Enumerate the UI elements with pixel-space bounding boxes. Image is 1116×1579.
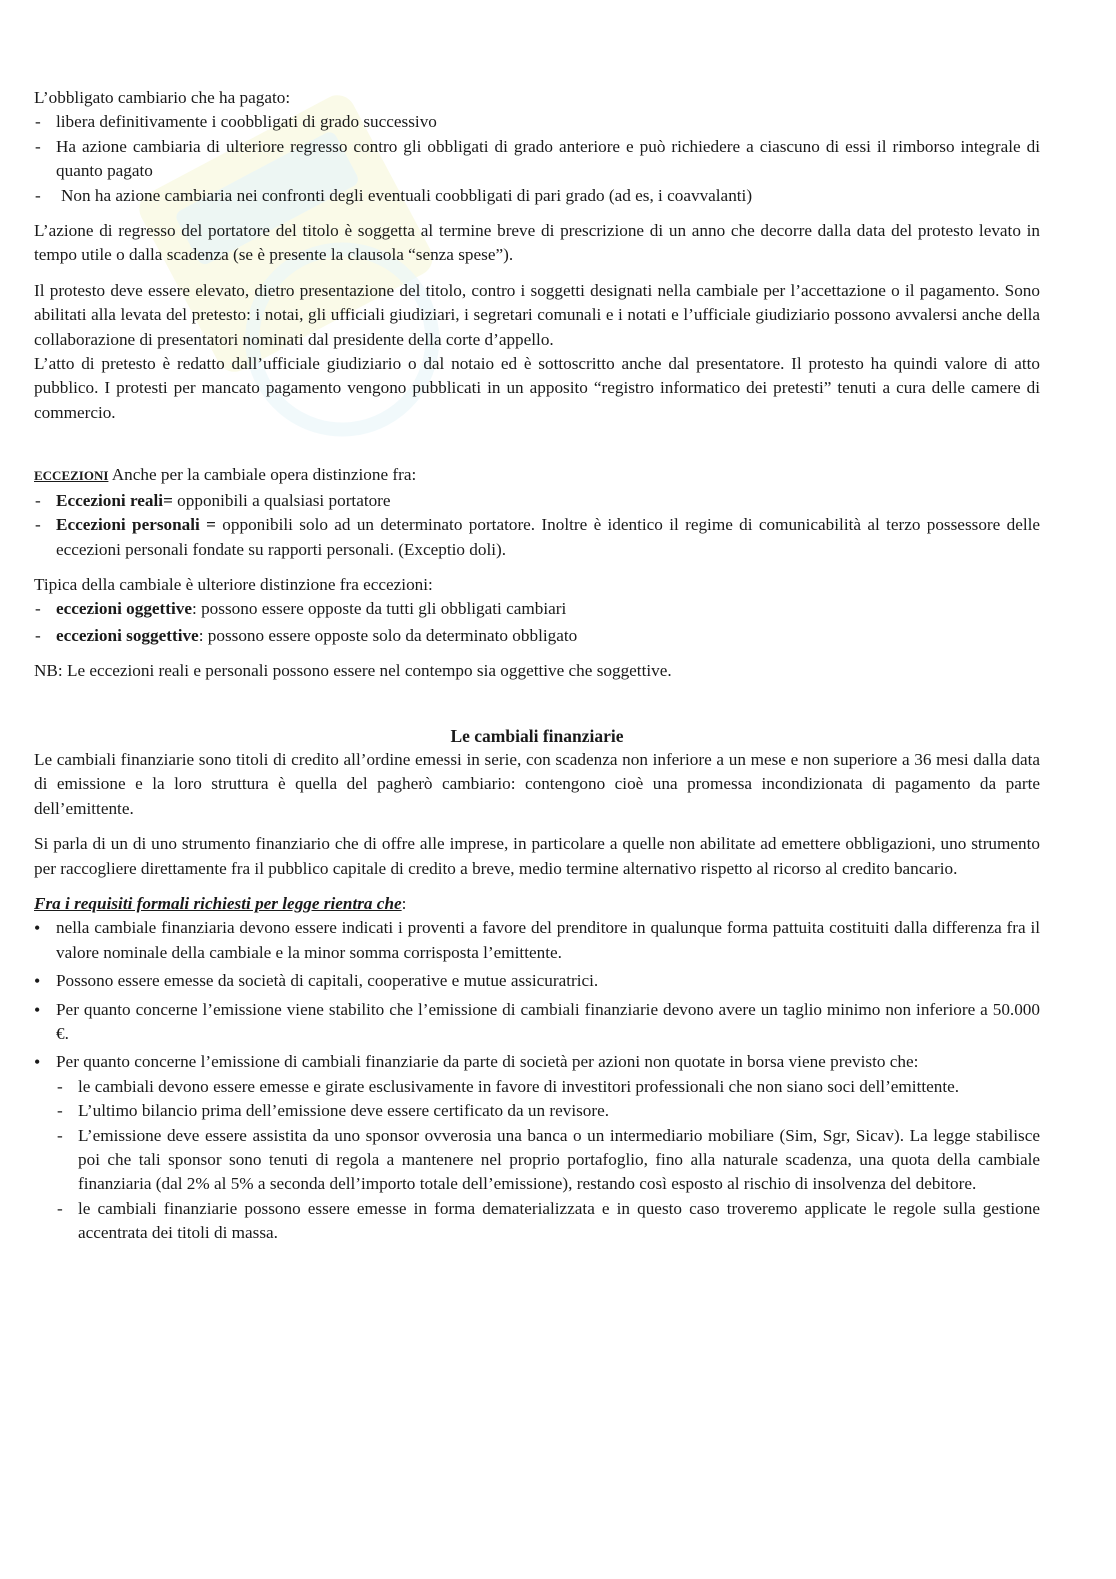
- term: Eccezioni personali =: [56, 515, 216, 535]
- document-page: [34, 86, 1040, 1250]
- list-item: • nella cambiale finanziaria devono essere indicati i proventi a favore del prenditore in qualunque forma pattuita costituiti dalla differenza fra il valore nominale della cambiale e la minor somma corrisposta l’emittente.: [34, 916, 1040, 965]
- list-item: [34, 513, 1040, 562]
- term: Eccezioni reali=: [56, 490, 173, 510]
- sublist-item: - L’emissione deve essere assistita da uno sponsor ovverosia una banca o un intermediario mobiliare (Sim, Sgr, Sicav). La legge stabilisce poi che tali sponsor sono tenuti di regola a mantenere nel proprio portafoglio, fino alla naturale scadenza, una quota della cambiale finanziaria (dal 2% al 5% a seconda dell’importo totale dell’emissione), restando così esposto al rischio di insolvenza del debitore.: [56, 1124, 1040, 1197]
- list-item: - libera definitivamente i coobbligati di grado successivo: [34, 110, 1040, 134]
- list-item: • Per quanto concerne l’emissione viene stabilito che l’emissione di cambiali finanziarie devono avere un taglio minimo non inferiore a 50.000 €.: [34, 998, 1040, 1047]
- requisiti-colon: :: [401, 893, 407, 913]
- requisiti-sublist: [56, 1075, 1040, 1246]
- sublist-item: - le cambiali finanziarie possono essere emesse in forma dematerializzata e in questo caso troveremo applicate le regole sulla gestione accentrata dei titoli di massa.: [56, 1197, 1040, 1246]
- term: eccezioni oggettive: [56, 599, 192, 619]
- paragraph-protesto: Il protesto deve essere elevato, dietro presentazione del titolo, contro i soggetti designati nella cambiale per l’accettazione o il pagamento. Sono abilitati alla levata del pretesto: i notai, gli ufficiali giudiziari, i segretari comunali e i notati e l’ufficiale giudiziario possono avvalersi anche della collaborazione di presentatori nominati dal presidente della corte d’appello.: [34, 280, 1040, 349]
- tipica-list: [34, 597, 1040, 648]
- sublist-item: - L’ultimo bilancio prima dell’emissione deve essere certificato da un revisore.: [56, 1099, 1040, 1123]
- eccezioni-intro-text: Anche per la cambiale opera distinzione fra:: [108, 465, 417, 485]
- requisiti-label: Fra i requisiti formali richiesti per legge rientra che: [34, 893, 402, 913]
- list-item: [34, 489, 1040, 513]
- list-item: [34, 597, 1040, 621]
- list-item: - Ha azione cambiaria di ulteriore regresso contro gli obbligati di grado anteriore e può richiedere a ciascuno di essi il rimborso integrale di quanto pagato: [34, 135, 1040, 184]
- paragraph-cambiali-def: Le cambiali finanziarie sono titoli di credito all’ordine emessi in serie, con scadenza non inferiore a un mese e non superiore a 36 mesi dalla data di emissione e la loro struttura è quella del pagherò cambiario: contengono cioè una promessa incondizionata di pagamento da parte dell’emittente.: [34, 749, 1040, 818]
- list-item: • Possono essere emesse da società di capitali, cooperative e mutue assicuratrici.: [34, 969, 1040, 993]
- tipica-intro: Tipica della cambiale è ulteriore distinzione fra eccezioni:: [34, 574, 433, 594]
- definition: opponibili solo ad un determinato portatore. Inoltre è identico il regime di comunicabilità al terzo possessore delle eccezioni personali fondate su rapporti personali. (Exceptio doli).: [56, 515, 1040, 559]
- obbligato-intro: L’obbligato cambiario che ha pagato:: [34, 88, 291, 107]
- obbligato-list: [34, 110, 1040, 208]
- paragraph-atto-protesto: L’atto di pretesto è redatto dall’ufficiale giudiziario o dal notaio ed è sottoscritto anche dal presentatore. Il protesto ha quindi valore di atto pubblico. I protesti per mancato pagamento vengono pubblicati in un apposito “registro informatico dei pretesti” tenuti a cura delle camere di commercio.: [34, 354, 1040, 422]
- requisiti-list: [34, 916, 1040, 1245]
- eccezioni-intro: [34, 463, 1040, 488]
- nb-note: NB: Le eccezioni reali e personali possono essere nel contempo sia oggettive che soggettive.: [34, 661, 672, 681]
- paragraph-regresso: L’azione di regresso del portatore del titolo è soggetta al termine breve di prescrizione di un anno che decorre dalla data del protesto levato in tempo utile o dalla scadenza (se è presente la clausola “senza spese”).: [34, 221, 1040, 265]
- paragraph-cambiali-strumento: Si parla di un di uno strumento finanziario che di offre alle imprese, in particolare a quelle non abilitate ad emettere obbligazioni, uno strumento per raccogliere direttamente fra il pubblico capitale di credito a breve, medio termine alternativo rispetto al ricorso al credito bancario.: [34, 834, 1040, 878]
- eccezioni-label: ECCEZIONI: [34, 468, 109, 484]
- list-item: [34, 1050, 1040, 1245]
- term: eccezioni soggettive: [56, 625, 199, 645]
- list-item-text: Non ha azione cambiaria nei confronti degli eventuali coobbligati di pari grado (ad es, i coavvalanti): [61, 185, 753, 205]
- definition: opponibili a qualsiasi portatore: [172, 490, 391, 510]
- eccezioni-list: [34, 489, 1040, 562]
- definition: : possono essere opposte solo da determinato obbligato: [198, 625, 578, 645]
- list-item-text: Per quanto concerne l’emissione di cambiali finanziarie da parte di società per azioni non quotate in borsa viene previsto che:: [56, 1052, 919, 1072]
- sublist-item: - le cambiali devono essere emesse e girate esclusivamente in favore di investitori professionali che non siano soci dell’emittente.: [56, 1075, 1040, 1099]
- list-item: [34, 184, 1040, 208]
- list-item: [34, 624, 1040, 648]
- definition: : possono essere opposte da tutti gli obbligati cambiari: [192, 599, 567, 619]
- requisiti-intro: [34, 892, 1040, 916]
- section-title: Le cambiali finanziarie: [450, 725, 624, 746]
